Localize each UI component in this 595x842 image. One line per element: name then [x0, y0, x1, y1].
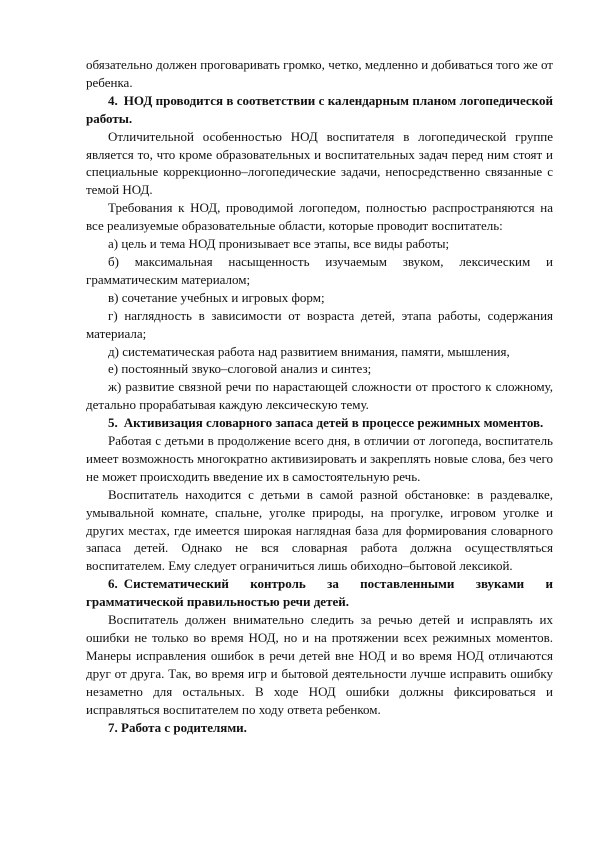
list-item-g: г) наглядность в зависимости от возраста детей, этапа работы, содержания материала; — [86, 307, 553, 341]
heading-6-number: 6. — [108, 576, 118, 592]
paragraph-intro: обязательно должен проговаривать громко, четко, медленно и добиваться того же от ребенка. — [86, 57, 553, 90]
heading-6 — [86, 575, 553, 611]
heading-5 — [86, 414, 553, 432]
list-item-d: д) систематическая работа над развитием внимания, памяти, мышления, — [108, 343, 510, 359]
list-item-zh: ж) развитие связной речи по нарастающей сложности от простого к сложному, детально прорабатывая каждую лексическую тему. — [86, 379, 553, 413]
heading-4-text: НОД проводится в соответствии с календарным планом логопедической работы. — [86, 92, 553, 126]
heading-4-number: 4. — [108, 92, 118, 108]
list-item-a: а) цель и тема НОД пронизывает все этапы, все виды работы; — [108, 236, 450, 252]
paragraph-requirements: Требования к НОД, проводимой логопедом, полностью распространяются на все реализуемые образовательные области, которые проводит воспитатель: — [86, 200, 553, 234]
paragraph-distinct: Отличительной особенностью НОД воспитателя в логопедической группе является то, что кроме образовательных и воспитательных задач перед ним стоят и специальные коррекционно–логопедические задачи, непосредственно связанные с темой НОД. — [86, 128, 553, 198]
paragraph-environment: Воспитатель находится с детьми в самой разной обстановке: в раздевалке, умывальной комнате, спальне, уголке природы, на прогулке, игровом уголке и других местах, где имеется широкая наглядная база для формирования словарного запаса детей. Однако не вся словарная работа должна осуществляться воспитателем. Ему следует ограничиться лишь обиходно–бытовой лексикой. — [86, 486, 553, 574]
heading-4 — [86, 92, 553, 128]
heading-7: 7. Работа с родителями. — [108, 719, 247, 735]
list-item-v: в) сочетание учебных и игровых форм; — [108, 289, 325, 305]
list-item-e: е) постоянный звуко–слоговой анализ и синтез; — [108, 361, 372, 377]
heading-6-text: Систематический контроль за поставленными звуками и грамматической правильностью речи детей. — [86, 576, 553, 610]
heading-5-number: 5. — [108, 415, 118, 431]
heading-5-text: Активизация словарного запаса детей в процессе режимных моментов. — [123, 415, 544, 431]
list-item-b: б) максимальная насыщенность изучаемым звуком, лексическим и грамматическим материалом; — [86, 253, 553, 287]
paragraph-control: Воспитатель должен внимательно следить за речью детей и исправлять их ошибки не только во время НОД, но и на протяжении всех режимных моментов. Манеры исправления ошибок в речи детей вне НОД и во время НОД отличаются друг от друга. Так, во время игр и бытовой деятельности лучше исправить ошибку незаметно для остальных. В ходе НОД ошибки должны фиксироваться и исправляться воспитателем по ходу ответа ребенком. — [86, 612, 553, 717]
paragraph-work: Работая с детьми в продолжение всего дня, в отличии от логопеда, воспитатель имеет возможность многократно активизировать и закреплять новые слова, без чего не может происходить введение их в самостоятельную речь. — [86, 433, 553, 484]
